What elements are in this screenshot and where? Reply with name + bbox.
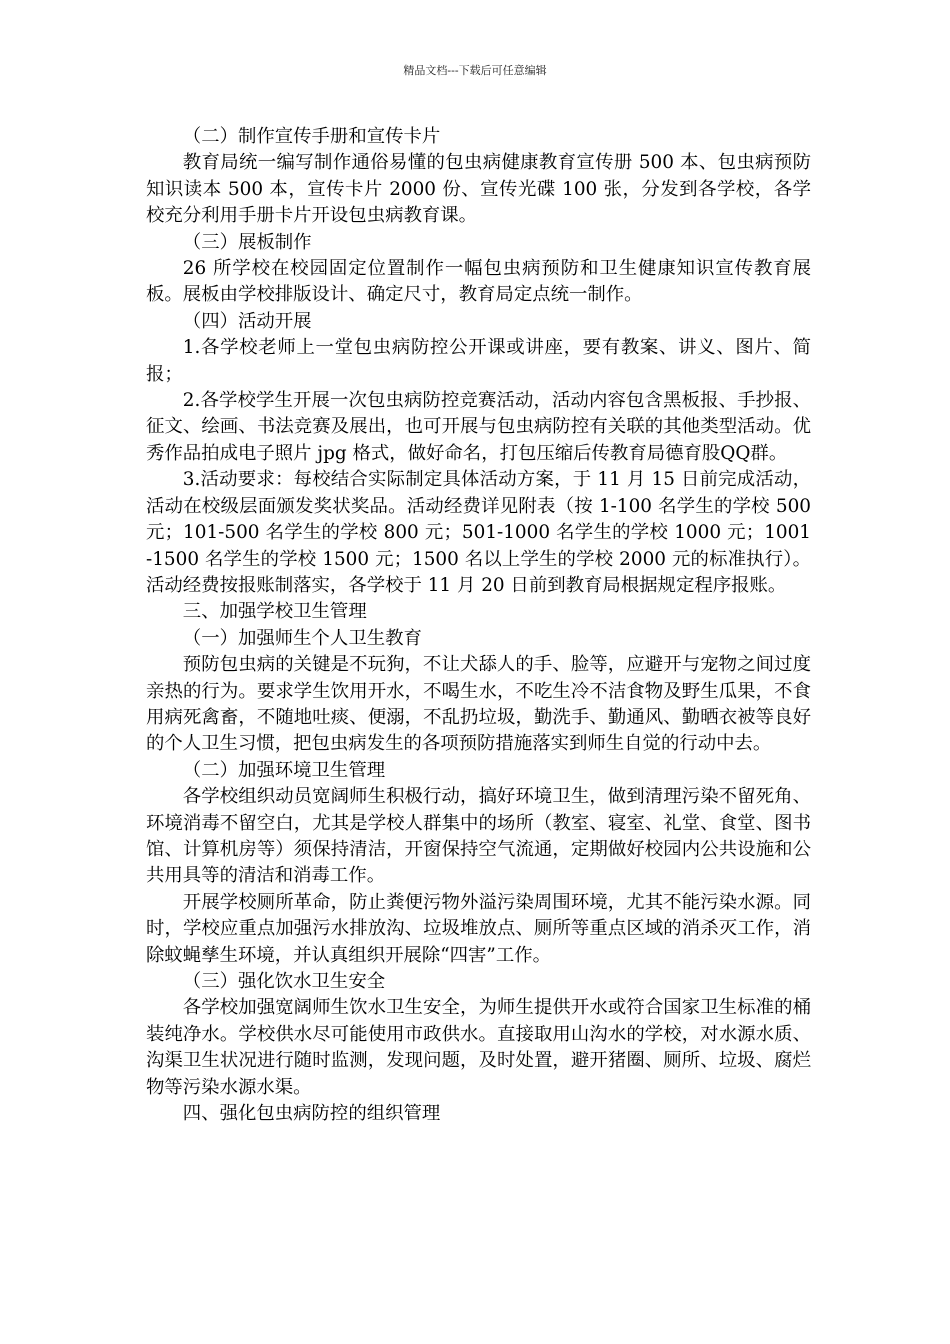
subheading-drinking-water: （三）强化饮水卫生安全 [182,971,386,992]
paragraph-display-board: 26 所学校在校园固定位置制作一幅包虫病预防和卫生健康知识宣传教育展板。展板由学校排版设计、确定尺寸，教育局定点统一制作。 [146,258,811,306]
subheading-display-board: （三）展板制作 [182,231,312,253]
section-heading-hygiene: 三、加强学校卫生管理 [182,601,367,623]
page-header: 精品文档---下载后可任意编辑 [403,64,547,77]
paragraph-environment: 各学校组织动员宽阔师生积极行动，搞好环境卫生，做到清理污染不留死角、环境消毒不留空白，尤其是学校人群集中的场所（教室、寝室、礼堂、食堂、图书馆、计算机房等）须保持清洁，开窗保持空气流通，定期做好校园内公共设施和公共用具等的清洁和消毒工作。 [146,786,811,887]
document-body [146,124,811,1127]
paragraph-brochure: 教育局统一编写制作通俗易懂的包虫病健康教育宣传册 500 本、包虫病预防知识读本 500 本，宣传卡片 2000 份、宣传光碟 100 张，分发到各学校，各学校充分利用手册卡片开设包虫病教育课。 [146,152,811,227]
paragraph-activity-3: 3.活动要求：每校结合实际制定具体活动方案，于 11 月 15 日前完成活动，活动在校级层面颁发奖状奖品。活动经费详见附表（按 1-100 名学生的学校 500 元；101-500 名学生的学校 800 元；501-1000 名学生的学校 1000 元；1001-1500 名学生的学校 1500 元；1500 名以上学生的学校 2000 元的标准执行）。活动经费按报账制落实，各学校于 11 月 20 日前到教育局根据规定程序报账。 [146,469,811,596]
paragraph-drinking-water: 各学校加强宽阔师生饮水卫生安全，为师生提供开水或符合国家卫生标准的桶装纯净水。学校供水尽可能使用市政供水。直接取用山沟水的学校，对水源水质、沟渠卫生状况进行随时监测，发现问题，及时处置，避开猪圈、厕所、垃圾、腐烂物等污染水源水渠。 [146,997,811,1098]
subheading-brochure: （二）制作宣传手册和宣传卡片 [182,126,441,147]
paragraph-toilet-revolution: 开展学校厕所革命，防止粪便污物外溢污染周围环境，尤其不能污染水源。同时，学校应重点加强污水排放沟、垃圾堆放点、厕所等重点区域的消杀灭工作，消除蚊蝇孳生环境，并认真组织开展除“四害”工作。 [146,891,811,966]
paragraph-activity-1: 1.各学校老师上一堂包虫病防控公开课或讲座，要有教案、讲义、图片、简报； [146,337,811,385]
subheading-environment: （二）加强环境卫生管理 [182,759,386,781]
subheading-activities: （四）活动开展 [182,310,312,332]
subheading-personal-hygiene: （一）加强师生个人卫生教育 [182,627,422,649]
paragraph-activity-2: 2.各学校学生开展一次包虫病防控竞赛活动，活动内容包含黑板报、手抄报、征文、绘画、书法竞赛及展出，也可开展与包虫病防控有关联的其他类型活动。优秀作品拍成电子照片 jpg 格式，做好命名，打包压缩后传教育局德育股QQ群。 [146,390,811,464]
paragraph-personal-hygiene: 预防包虫病的关键是不玩狗，不让犬舔人的手、脸等，应避开与宠物之间过度亲热的行为。要求学生饮用开水，不喝生水，不吃生冷不洁食物及野生瓜果，不食用病死禽畜，不随地吐痰、便溺，不乱扔垃圾，勤洗手、勤通风、勤晒衣被等良好的个人卫生习惯，把包虫病发生的各项预防措施落实到师生自觉的行动中去。 [146,654,811,755]
section-heading-organization: 四、强化包虫病防控的组织管理 [182,1103,441,1125]
